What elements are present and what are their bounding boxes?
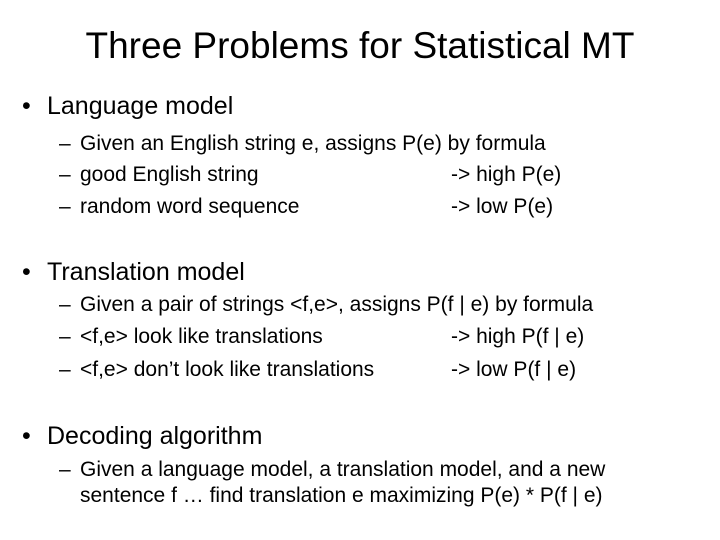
sub-item-text: sentence f … find translation e maximizing P(e) * P(f | e) [80,484,603,507]
dash-icon: – [59,163,71,186]
dash-icon: – [59,293,71,316]
bullet-heading: Translation model [47,258,245,286]
bullet-translation-model [22,257,245,287]
dash-icon: – [59,458,71,481]
bullet-icon: • [22,92,31,120]
dash-icon: – [59,132,71,155]
sub-item-text: random word sequence [80,195,300,218]
dash-icon: – [59,325,71,348]
sub-item-text: <f,e> look like translations [80,325,323,348]
bullet-icon: • [22,422,31,450]
sub-item-result: -> low P(f | e) [451,358,577,381]
dash-icon: – [59,358,71,381]
sub-item-result: -> high P(e) [451,163,562,186]
bullet-language-model [22,91,233,121]
bullet-decoding-algorithm [22,421,262,451]
slide-title: Three Problems for Statistical MT [85,25,635,66]
sub-item-result: -> low P(e) [451,195,554,218]
sub-item-text: Given an English string e, assigns P(e) by formula [80,132,546,155]
sub-item-text: Given a pair of strings <f,e>, assigns P(f | e) by formula [80,293,594,316]
bullet-icon: • [22,258,31,286]
bullet-heading: Decoding algorithm [47,422,263,450]
sub-item-text: <f,e> don’t look like translations [80,358,375,381]
sub-item-text: good English string [80,163,259,186]
sub-item-result: -> high P(f | e) [451,325,585,348]
bullet-heading: Language model [47,92,234,120]
sub-item-text: Given a language model, a translation model, and a new [80,458,606,481]
dash-icon: – [59,195,71,218]
